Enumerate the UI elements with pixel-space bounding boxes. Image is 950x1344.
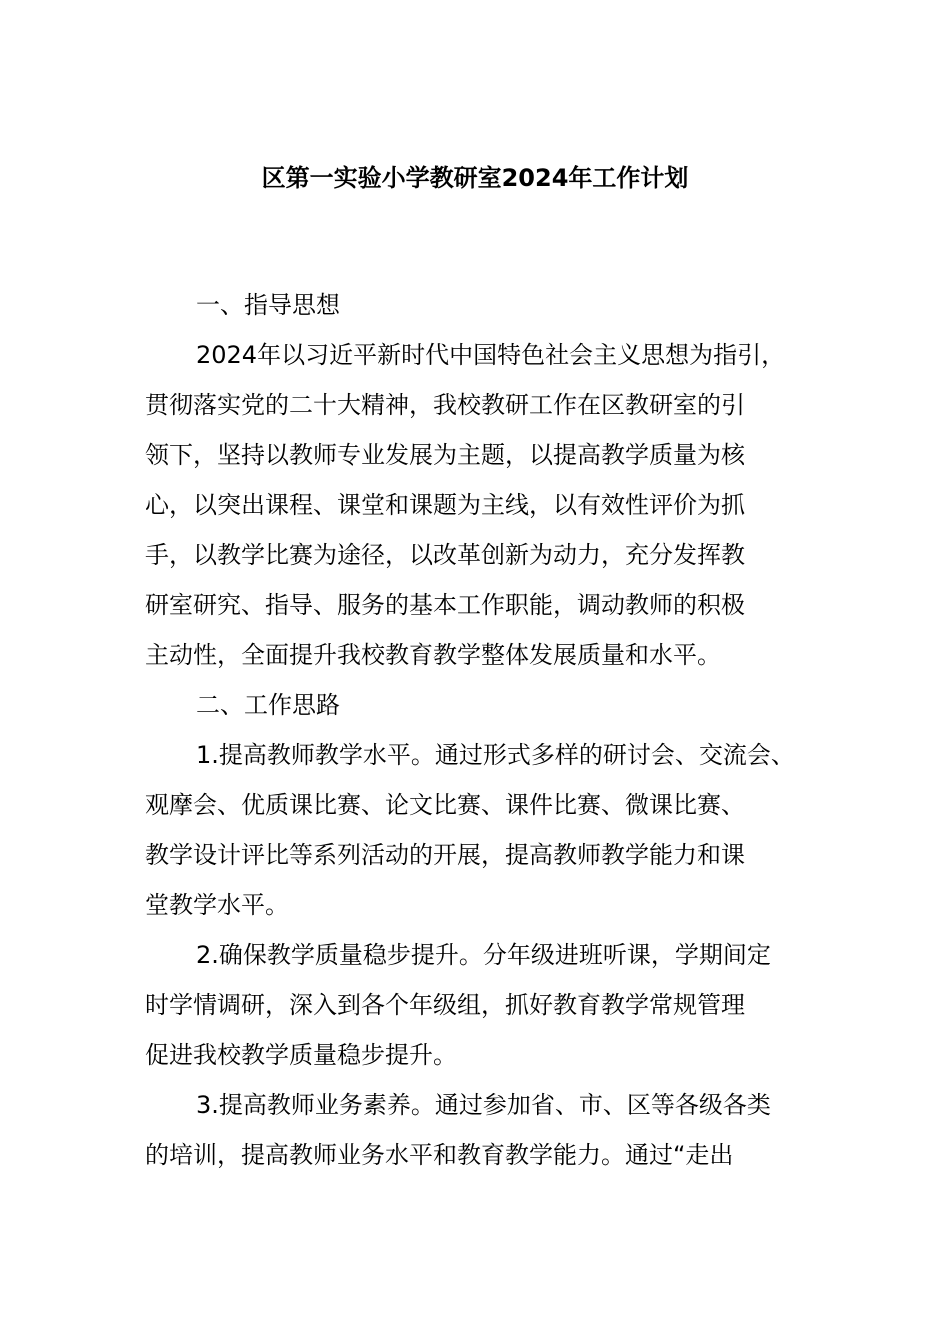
section-heading-work-approach: 二、工作思路 — [196, 691, 340, 719]
paragraph-line: 观摩会、优质课比赛、论文比赛、课件比赛、微课比赛、 — [145, 791, 745, 819]
paragraph-line: 领下，坚持以教师专业发展为主题，以提高教学质量为核 — [145, 441, 745, 469]
paragraph-line: 2.确保教学质量稳步提升。分年级进班听课，学期间定 — [196, 941, 771, 969]
paragraph-line: 主动性，全面提升我校教育教学整体发展质量和水平。 — [145, 641, 721, 669]
paragraph-line: 教学设计评比等系列活动的开展，提高教师教学能力和课 — [145, 841, 745, 869]
document-title: 区第一实验小学教研室2024年工作计划 — [261, 164, 689, 192]
document-body — [145, 280, 835, 1180]
paragraph-line: 时学情调研，深入到各个年级组，抓好教育教学常规管理 — [145, 991, 745, 1019]
paragraph-line: 的培训，提高教师业务水平和教育教学能力。通过“走出 — [145, 1141, 734, 1169]
paragraph-line: 2024年以习近平新时代中国特色社会主义思想为指引， — [196, 341, 786, 369]
paragraph-line: 堂教学水平。 — [145, 891, 289, 919]
paragraph-line: 手，以教学比赛为途径，以改革创新为动力，充分发挥教 — [145, 541, 745, 569]
paragraph-line: 心，以突出课程、课堂和课题为主线，以有效性评价为抓 — [145, 491, 745, 519]
paragraph-line: 促进我校教学质量稳步提升。 — [145, 1041, 457, 1069]
paragraph-line: 1.提高教师教学水平。通过形式多样的研讨会、交流会、 — [196, 741, 795, 769]
paragraph-line: 贯彻落实党的二十大精神，我校教研工作在区教研室的引 — [145, 391, 745, 419]
paragraph-line: 研室研究、指导、服务的基本工作职能，调动教师的积极 — [145, 591, 745, 619]
paragraph-line: 3.提高教师业务素养。通过参加省、市、区等各级各类 — [196, 1091, 771, 1119]
section-heading-guiding-ideology: 一、指导思想 — [196, 291, 340, 319]
